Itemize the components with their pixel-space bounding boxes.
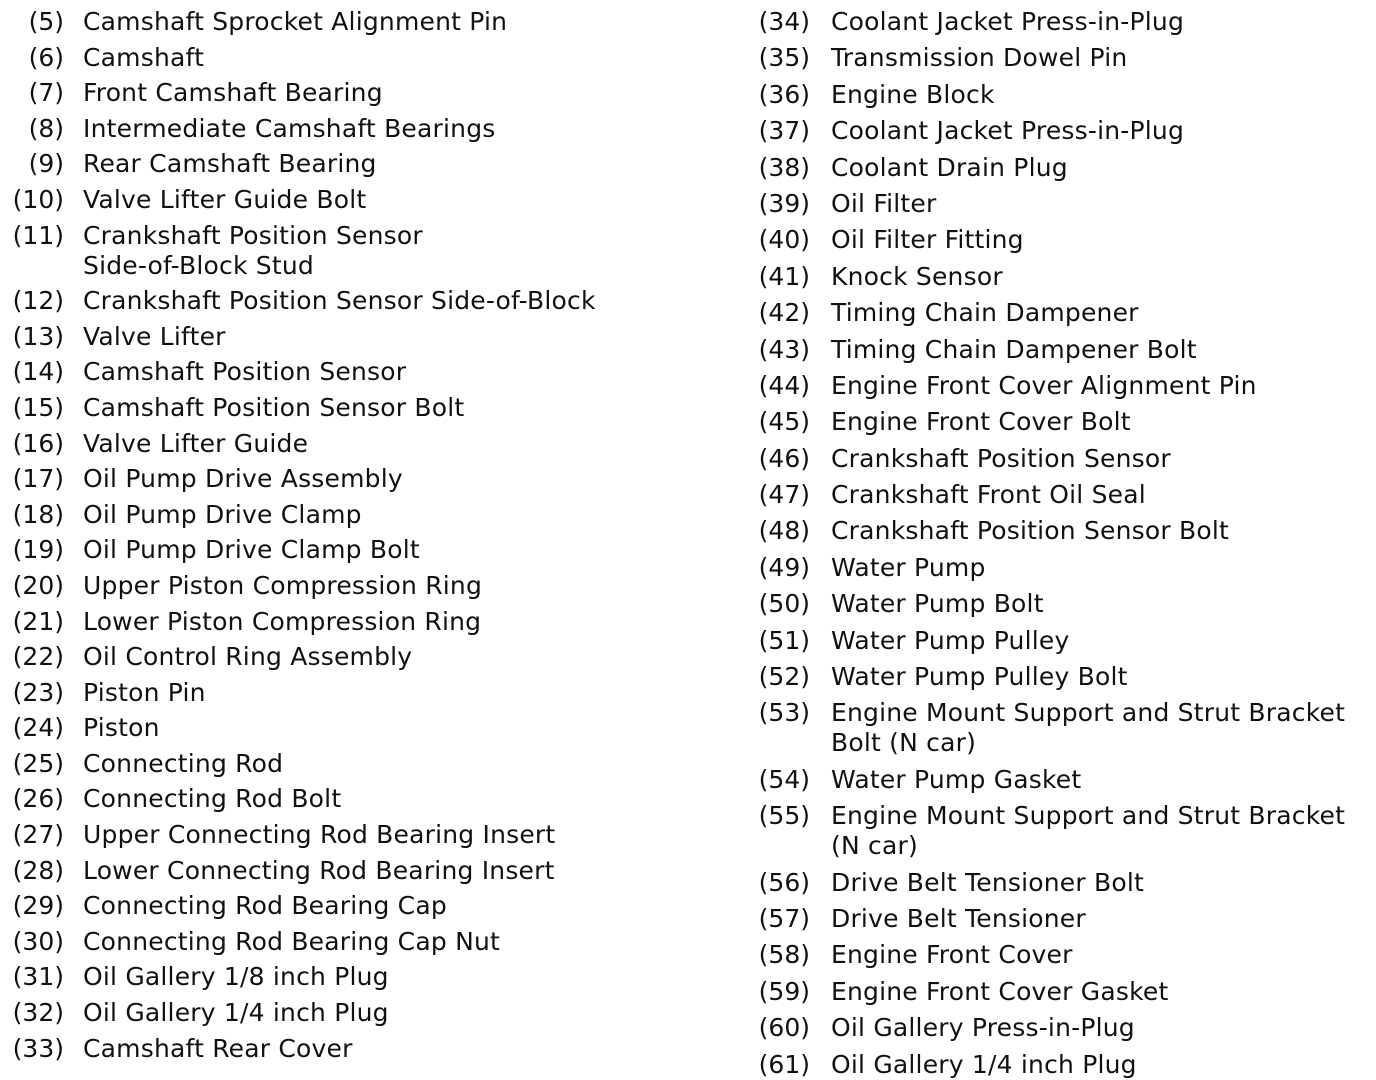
part-label: Water Pump xyxy=(831,552,986,582)
parts-list-item xyxy=(8,500,748,530)
parts-list-item xyxy=(8,927,748,957)
part-label: Water Pump Bolt xyxy=(831,589,1044,619)
part-number: (24) xyxy=(12,713,64,743)
part-label: Crankshaft Front Oil Seal xyxy=(831,480,1146,510)
part-label: Engine Block xyxy=(831,79,995,109)
part-label: Piston Pin xyxy=(83,677,206,707)
parts-list-item xyxy=(8,891,748,921)
parts-list-item xyxy=(757,371,1367,401)
part-number: (5) xyxy=(28,7,64,36)
parts-list-item xyxy=(8,713,748,743)
part-label: Oil Filter Fitting xyxy=(831,225,1024,255)
parts-list-item xyxy=(757,662,1367,692)
parts-list-item xyxy=(757,335,1367,365)
parts-list-item xyxy=(8,185,748,215)
part-label: Coolant Drain Plug xyxy=(831,152,1068,182)
part-number: (21) xyxy=(12,606,64,636)
parts-list-item xyxy=(757,516,1367,546)
part-label: Connecting Rod Bearing Cap xyxy=(83,891,447,921)
parts-list-item xyxy=(8,962,748,992)
parts-list-item xyxy=(8,998,748,1028)
parts-list-item xyxy=(757,298,1367,328)
parts-list-item xyxy=(8,820,748,850)
part-label: Water Pump Pulley xyxy=(831,625,1070,655)
part-number: (59) xyxy=(758,976,810,1006)
parts-list-item xyxy=(8,571,748,601)
part-number: (19) xyxy=(12,535,64,565)
part-label: Transmission Dowel Pin xyxy=(831,43,1128,73)
part-number: (38) xyxy=(758,152,810,182)
parts-list-item xyxy=(757,765,1367,795)
part-number: (27) xyxy=(12,820,64,850)
part-label: Oil Gallery Press-in-Plug xyxy=(831,1013,1135,1043)
part-number: (55) xyxy=(758,801,810,831)
part-number: (35) xyxy=(758,43,810,73)
part-number: (9) xyxy=(28,149,64,179)
part-label: Connecting Rod Bolt xyxy=(83,784,342,814)
part-number: (53) xyxy=(758,698,810,728)
parts-list-item xyxy=(757,80,1367,110)
part-number: (30) xyxy=(12,926,64,956)
part-label: Upper Piston Compression Ring xyxy=(83,570,483,600)
part-number: (52) xyxy=(758,662,810,692)
parts-list-item xyxy=(757,589,1367,619)
parts-list-item xyxy=(8,393,748,423)
part-number: (36) xyxy=(758,79,810,109)
part-number: (47) xyxy=(758,480,810,510)
part-label: Knock Sensor xyxy=(831,261,1003,291)
part-number: (49) xyxy=(758,552,810,582)
part-label: Valve Lifter Guide Bolt xyxy=(83,184,367,214)
part-label: Oil Pump Drive Clamp Bolt xyxy=(83,535,420,565)
part-number: (26) xyxy=(12,784,64,814)
parts-list-item xyxy=(8,784,748,814)
part-number: (29) xyxy=(12,891,64,921)
part-number: (50) xyxy=(758,589,810,619)
part-label: Upper Connecting Rod Bearing Insert xyxy=(83,820,556,850)
part-number: (41) xyxy=(758,261,810,291)
part-label: Rear Camshaft Bearing xyxy=(83,149,377,179)
part-label: Connecting Rod Bearing Cap Nut xyxy=(83,926,501,956)
part-label: Drive Belt Tensioner Bolt xyxy=(831,867,1144,897)
part-label: Camshaft Sprocket Alignment Pin xyxy=(83,7,508,36)
parts-list-item xyxy=(757,626,1367,656)
parts-list-item xyxy=(8,114,748,144)
part-label: Connecting Rod xyxy=(83,748,284,778)
part-label: Camshaft Position Sensor Bolt xyxy=(83,392,465,422)
part-label: Oil Filter xyxy=(831,188,937,218)
parts-list-item xyxy=(8,642,748,672)
part-number: (46) xyxy=(758,443,810,473)
part-number: (58) xyxy=(758,940,810,970)
parts-list-item xyxy=(8,149,748,179)
part-label: Valve Lifter Guide xyxy=(83,428,309,458)
part-label: Coolant Jacket Press-in-Plug xyxy=(831,7,1185,36)
part-label: Engine Mount Support and Strut Bracket (N car) xyxy=(831,801,1346,861)
part-number: (18) xyxy=(12,499,64,529)
parts-list-item xyxy=(8,221,748,281)
part-label: Oil Gallery 1/4 inch Plug xyxy=(831,1049,1137,1079)
part-number: (60) xyxy=(758,1013,810,1043)
parts-list-item xyxy=(757,801,1367,861)
part-number: (57) xyxy=(758,903,810,933)
part-label: Oil Gallery 1/8 inch Plug xyxy=(83,962,389,992)
parts-list-item xyxy=(8,749,748,779)
part-number: (37) xyxy=(758,116,810,146)
part-number: (40) xyxy=(758,225,810,255)
part-number: (54) xyxy=(758,764,810,794)
parts-list-item xyxy=(8,357,748,387)
parts-list-item xyxy=(8,78,748,108)
part-number: (14) xyxy=(12,357,64,387)
parts-list-item xyxy=(757,698,1367,758)
part-label: Engine Mount Support and Strut Bracket Bolt (N car) xyxy=(831,698,1346,758)
part-number: (7) xyxy=(28,78,64,108)
parts-list-item xyxy=(757,904,1367,934)
part-number: (56) xyxy=(758,867,810,897)
part-number: (28) xyxy=(12,855,64,885)
parts-list-item xyxy=(8,7,748,37)
parts-list-item xyxy=(757,262,1367,292)
part-label: Timing Chain Dampener xyxy=(831,298,1139,328)
part-label: Engine Front Cover Gasket xyxy=(831,976,1169,1006)
parts-list-item xyxy=(8,856,748,886)
parts-list-item xyxy=(8,464,748,494)
parts-list-item xyxy=(757,480,1367,510)
part-label: Timing Chain Dampener Bolt xyxy=(831,334,1197,364)
part-number: (15) xyxy=(12,392,64,422)
part-label: Camshaft xyxy=(83,42,205,72)
parts-list-item xyxy=(8,286,748,316)
part-label: Oil Control Ring Assembly xyxy=(83,642,413,672)
part-label: Lower Connecting Rod Bearing Insert xyxy=(83,855,555,885)
part-number: (39) xyxy=(758,188,810,218)
part-number: (43) xyxy=(758,334,810,364)
parts-list-item xyxy=(8,43,748,73)
part-number: (44) xyxy=(758,370,810,400)
parts-list-item xyxy=(757,153,1367,183)
part-number: (22) xyxy=(12,642,64,672)
part-number: (6) xyxy=(28,42,64,72)
part-label: Drive Belt Tensioner xyxy=(831,903,1086,933)
part-number: (32) xyxy=(12,998,64,1028)
part-label: Oil Pump Drive Clamp xyxy=(83,499,362,529)
part-number: (42) xyxy=(758,298,810,328)
part-number: (13) xyxy=(12,321,64,351)
part-label: Piston xyxy=(83,713,160,743)
parts-list-item xyxy=(8,429,748,459)
parts-list-item xyxy=(757,225,1367,255)
parts-list-item xyxy=(8,1034,748,1064)
part-label: Camshaft Position Sensor xyxy=(83,357,407,387)
parts-list-right-column xyxy=(757,7,1367,1079)
part-number: (8) xyxy=(28,113,64,143)
parts-list-item xyxy=(757,977,1367,1007)
part-number: (20) xyxy=(12,570,64,600)
part-label: Lower Piston Compression Ring xyxy=(83,606,482,636)
parts-list-item xyxy=(8,678,748,708)
part-label: Oil Pump Drive Assembly xyxy=(83,464,403,494)
part-label: Crankshaft Position Sensor Side-of-Block Stud xyxy=(83,220,423,280)
part-number: (12) xyxy=(12,286,64,316)
part-number: (17) xyxy=(12,464,64,494)
part-number: (33) xyxy=(12,1033,64,1063)
part-label: Engine Front Cover Alignment Pin xyxy=(831,370,1257,400)
part-label: Engine Front Cover Bolt xyxy=(831,407,1131,437)
part-label: Valve Lifter xyxy=(83,321,226,351)
parts-list-item xyxy=(757,444,1367,474)
part-number: (61) xyxy=(758,1049,810,1079)
part-label: Crankshaft Position Sensor Side-of-Block xyxy=(83,286,596,316)
parts-list-item xyxy=(757,43,1367,73)
part-number: (48) xyxy=(758,516,810,546)
part-label: Crankshaft Position Sensor xyxy=(831,443,1171,473)
parts-list-left-column xyxy=(8,7,748,1074)
part-number: (10) xyxy=(12,184,64,214)
part-label: Oil Gallery 1/4 inch Plug xyxy=(83,998,389,1028)
parts-list-item xyxy=(757,7,1367,37)
parts-list-item xyxy=(757,407,1367,437)
part-number: (25) xyxy=(12,748,64,778)
part-number: (16) xyxy=(12,428,64,458)
part-label: Camshaft Rear Cover xyxy=(83,1033,353,1063)
parts-list-item xyxy=(757,1013,1367,1043)
part-label: Front Camshaft Bearing xyxy=(83,78,383,108)
parts-list-item xyxy=(8,607,748,637)
part-number: (11) xyxy=(12,220,64,250)
parts-list-item xyxy=(8,535,748,565)
parts-list-item xyxy=(757,940,1367,970)
parts-list-item xyxy=(757,1050,1367,1080)
part-label: Water Pump Gasket xyxy=(831,764,1082,794)
part-number: (51) xyxy=(758,625,810,655)
parts-list-item xyxy=(757,868,1367,898)
parts-list-item xyxy=(8,322,748,352)
part-label: Intermediate Camshaft Bearings xyxy=(83,113,496,143)
parts-list-item xyxy=(757,116,1367,146)
parts-list-item xyxy=(757,189,1367,219)
parts-list-item xyxy=(757,553,1367,583)
part-label: Coolant Jacket Press-in-Plug xyxy=(831,116,1185,146)
part-number: (23) xyxy=(12,677,64,707)
part-number: (34) xyxy=(758,7,810,36)
part-number: (45) xyxy=(758,407,810,437)
part-label: Water Pump Pulley Bolt xyxy=(831,662,1128,692)
part-label: Crankshaft Position Sensor Bolt xyxy=(831,516,1229,546)
part-label: Engine Front Cover xyxy=(831,940,1073,970)
part-number: (31) xyxy=(12,962,64,992)
